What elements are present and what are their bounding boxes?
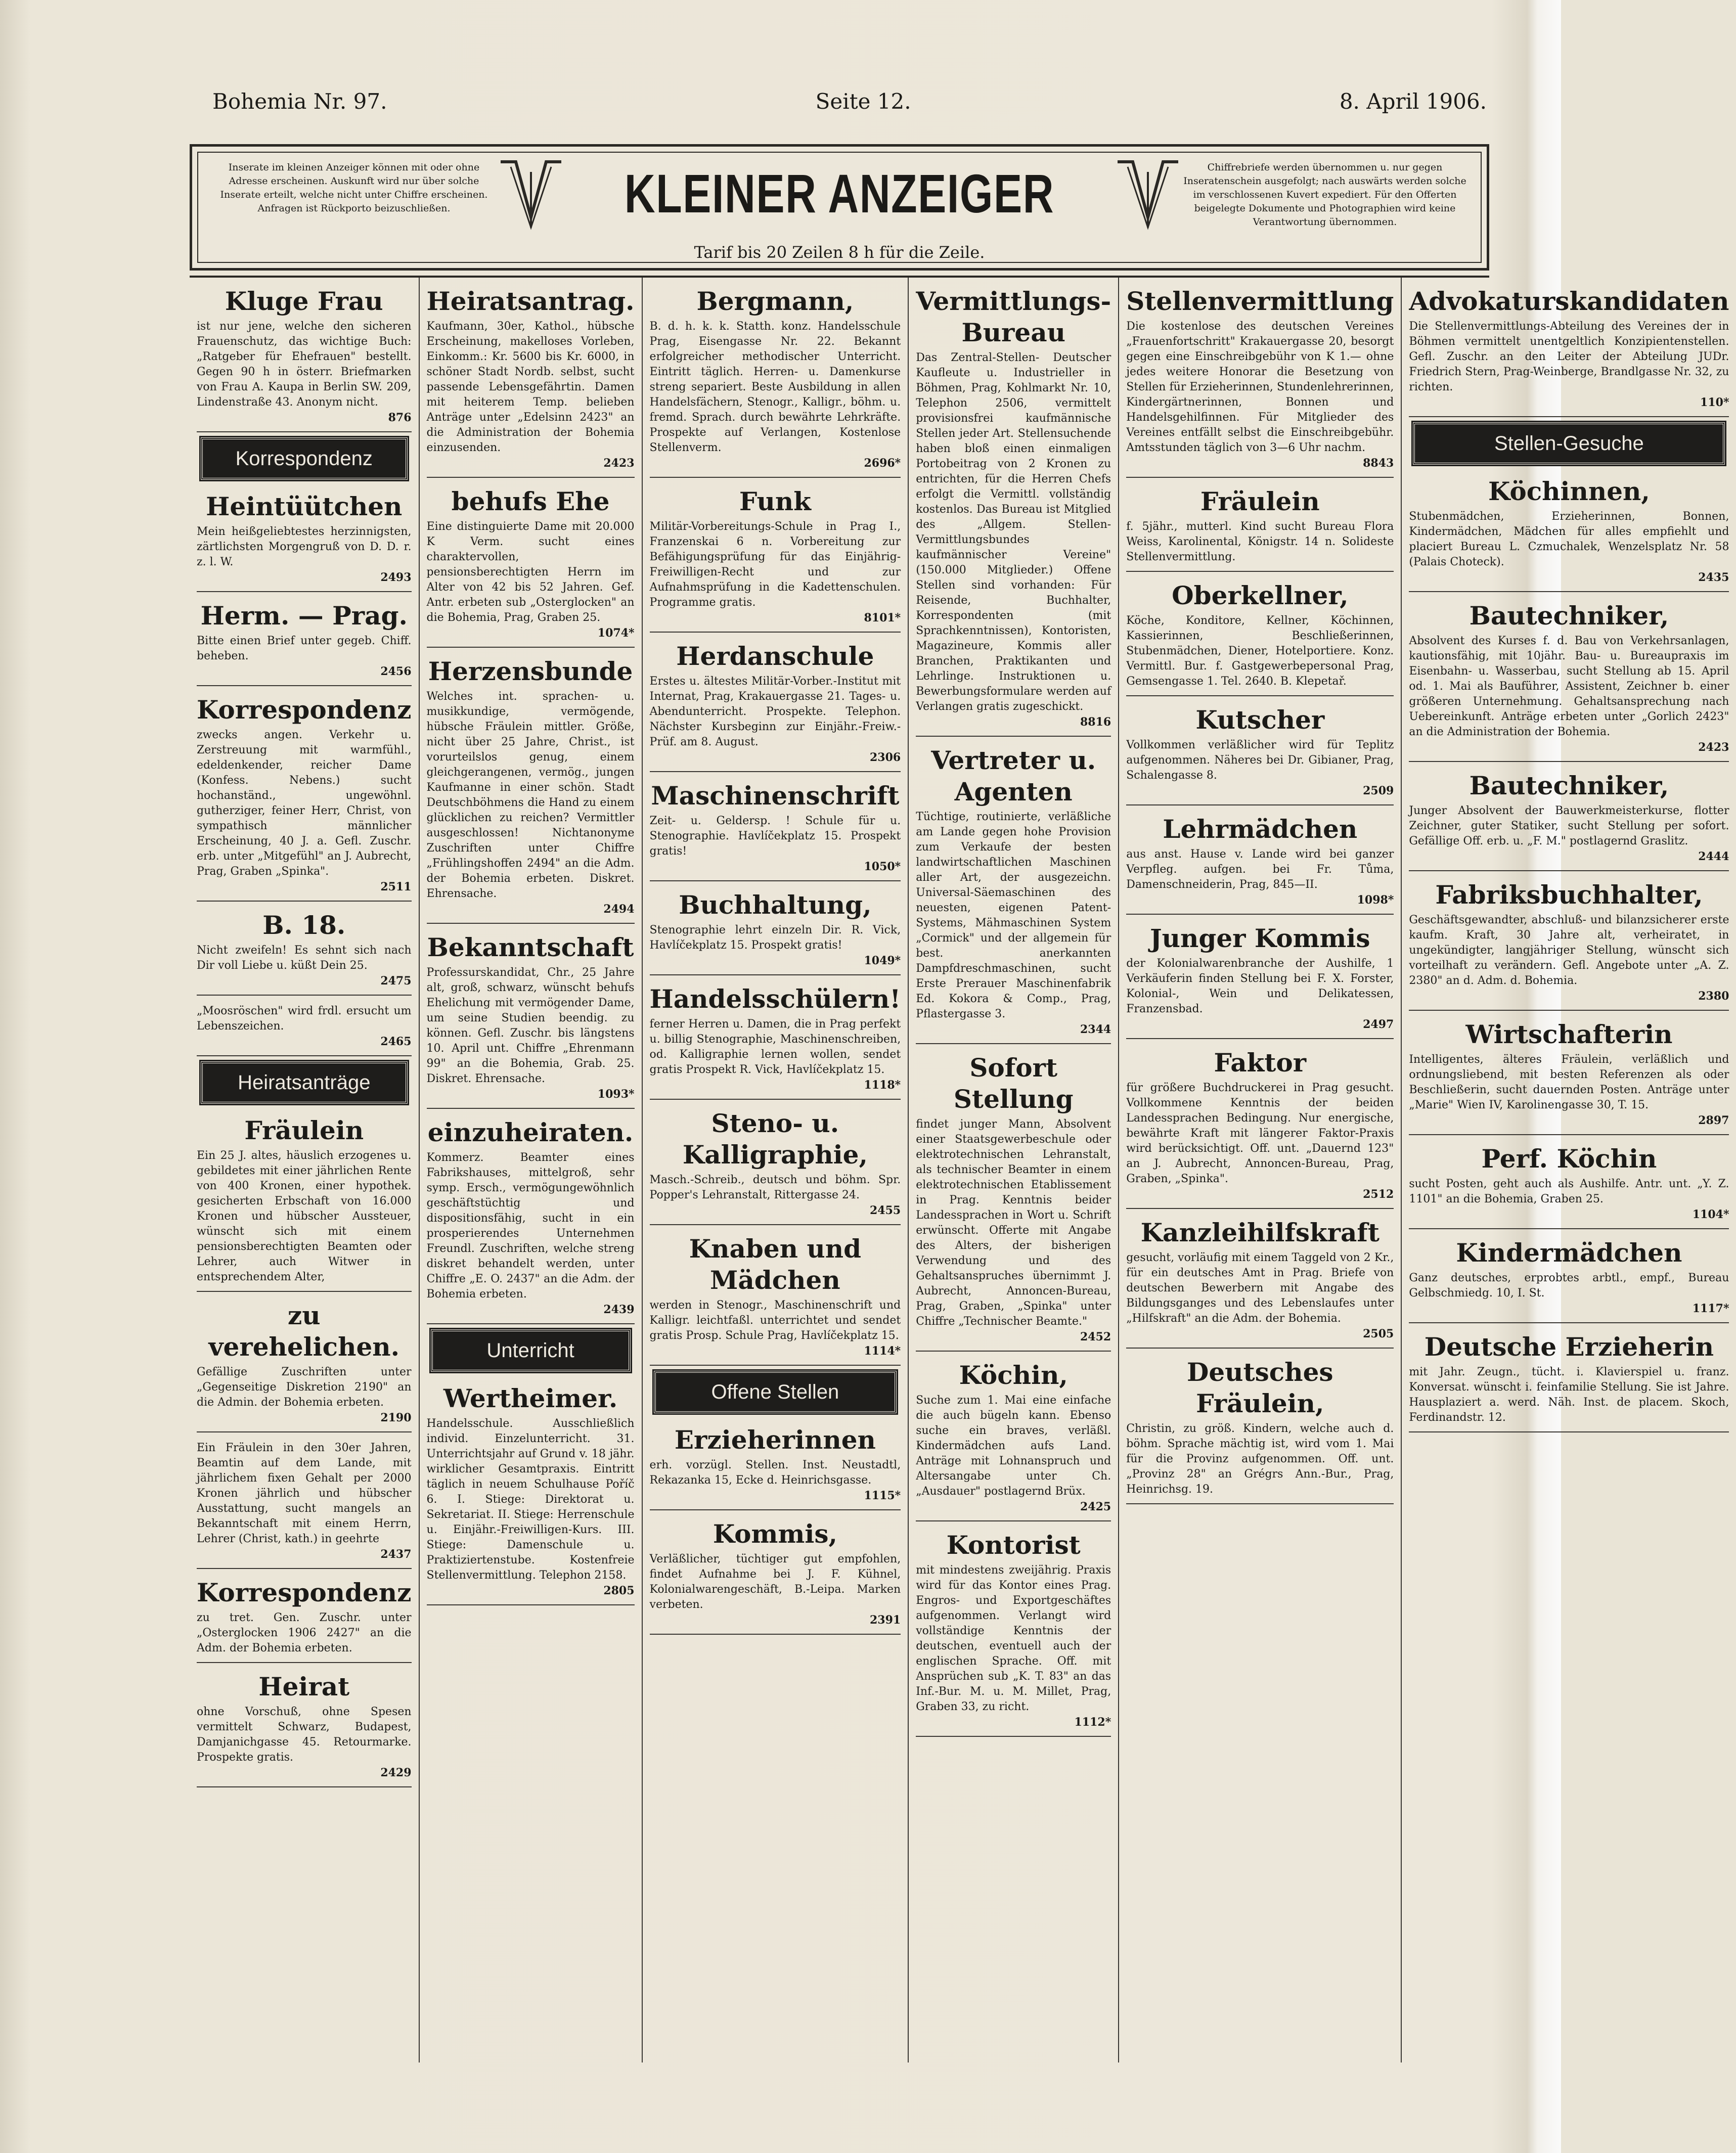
ad-headline: Köchin, [959,1360,1068,1390]
ad-reference-number: 2190 [380,1411,412,1424]
ad-headline: Wertheimer. [443,1383,618,1413]
ad-text: Erstes u. ältestes Militär-Vorber.-Institut mit Internat, Prag, Krakauergasse 21. Tages- u. Abendunterricht. Prospekte. Telephon. Nächster Kursbeginn zur Einjähr.-Freiw.-Prüf. am 8. August. [649,675,901,748]
ad-text: Das Zentral-Stellen- Deutscher Kaufleute u. Industrieller in Böhmen, Prag, Kohlmarkt Nr. 10, Telephon 2506, vermittelt provisionsfrei kaufmännische Stellen jeder Art. Stellensuchende haben bloß einen einmaligen Portobeitrag von 2 Kronen zu entrichten, für die Herren Chefs erfolgt die Vermittl. vollständig kostenlos. Das Bureau ist Mitglied des „Allgem. Stellen-Vermittlungsbundes kaufmännischer Vereine" (150.000 Mitglieder.) Offene Stellen sind vorhanden: Für Reisende, Buchhalter, Korrespondenten (mit Sprachkenntnissen), Kontoristen, Magazineure, Kommis aller Branchen, Praktikanten und Lehrlinge. Instruktionen u. Bewerbungsformulare werden auf Verlangen gratis zugeschickt. [916,351,1111,713]
classified-ad [427,652,635,924]
section-header-korrespondenz: Korrespondenz [201,437,408,480]
ad-reference-number: 1104* [1692,1208,1729,1221]
ad-text: Junger Absolvent der Bauwerkmeisterkurse, flotter Zeichner, guter Statiker, sucht Stellung per sofort. Gefällige Off. erb. u. „F. M." postlagernd Graslitz. [1409,804,1729,847]
column-6 [1402,278,1736,2062]
ad-reference-number: 2425 [1080,1500,1111,1513]
ad-headline: Stellenvermittlung [1126,286,1394,316]
masthead [190,144,1489,271]
ad-headline: Herm. — Prag. [200,601,408,631]
ad-reference-number: 1093* [597,1088,635,1101]
ad-text: Verläßlicher, tüchtiger gut empfohlen, findet Aufnahme bei J. F. Kühnel, Kolonialwarengeschäft, B.-Leipa. Marken verbeten. [649,1553,901,1611]
ad-headline: Herdanschule [676,641,874,671]
page-number: Seite 12. [815,88,911,114]
classified-ad [650,1229,901,1366]
ad-reference-number: 2444 [1698,850,1729,863]
classified-ad [650,1514,901,1635]
classified-ad [650,282,901,478]
classified-ad [650,637,901,772]
ad-reference-number: 2452 [1080,1330,1111,1343]
ad-reference-number: 2505 [1363,1327,1394,1340]
ad-text: Zeit- u. Geldersp. ! Schule für u. Stenographie. Havlíčekplatz 15. Prospekt gratis! [649,815,901,858]
classified-ad [650,776,901,881]
classified-ad [1126,919,1394,1039]
ad-reference-number: 2435 [1698,571,1729,584]
ad-reference-number: 1112* [1074,1716,1111,1729]
ad-headline: Kanzleihilfskraft [1140,1218,1379,1247]
ad-headline: einzuheiraten. [427,1117,634,1147]
ad-reference-number: 1074* [597,626,635,640]
ad-text: Tüchtige, routinierte, verläßliche am Lande gegen hohe Provision zum Verkaufe der besten landwirtschaftlichen Maschinen aller Art, der ausgezeichn. Universal-Säemaschinen des neuesten, eigenen Patent-Systems, Mähmaschinen System „Cormick" und der allgemein für best. anerkannten Dampfdreschmaschinen, sucht Erste Prerauer Maschinenfabrik Ed. Kokora & Comp., Prag, Pflastergasse 3. [916,811,1111,1020]
classified-ad [427,928,635,1109]
issue-date: 8. April 1906. [1339,88,1487,114]
ad-reference-number: 1050* [864,860,901,873]
ad-reference-number: 110* [1700,396,1729,409]
ad-text: mit mindestens zweijährig. Praxis wird für das Kontor eines Prag. Engros- und Exportgeschäftes aufgenommen. Verlangt wird vollständige Kenntnis der deutschen, eventuell auch der englischen Sprache. Off. mit Ansprüchen sub „K. T. 83" an das Inf.-Bur. M. u. M. Millet, Prag, Graben 33, zu richt. [916,1564,1111,1713]
ad-headline: Heiratsantrag. [426,286,635,316]
ad-headline: Bergmann, [696,286,854,316]
ad-headline: Fabriksbuchhalter, [1435,880,1703,910]
ad-reference-number: 1118* [864,1079,901,1092]
ad-headline: Maschinenschrift [651,781,900,811]
classified-ad [916,282,1111,737]
ad-columns [190,276,1729,2062]
ad-text: „Moosröschen" wird frdl. ersucht um Lebenszeichen. [197,1005,412,1033]
classified-ad [197,282,412,432]
ad-text: f. 5jähr., mutterl. Kind sucht Bureau Flora Weiss, Karolinental, Königstr. 14 n. Solideste Stellenvermittlung. [1126,520,1394,563]
classified-ad [197,1111,412,1292]
ad-headline: Sofort Stellung [953,1053,1074,1114]
ad-text: Suche zum 1. Mai eine einfache die auch bügeln kann. Ebenso suche ein braves, verläßl. Kindermädchen aufs Land. Anträge mit Lohnanspruch und Altersangabe unter Ch. „Ausdauer" postlagernd Brüx. [916,1394,1111,1498]
ad-headline: Bautechniker, [1469,601,1669,631]
section-header-stellen-gesuche: Stellen-Gesuche [1413,422,1725,465]
ad-headline: Korrespondenz [197,695,412,725]
ad-reference-number: 2391 [869,1613,901,1627]
ad-reference-number: 8816 [1080,715,1111,729]
ad-headline: Buchhaltung, [679,890,872,920]
ad-text: Vollkommen verläßlicher wird für Teplitz aufgenommen. Näheres bei Dr. Gibianer, Prag, Schalengasse 8. [1126,739,1394,782]
ad-reference-number: 2475 [380,974,412,988]
classified-ad [1409,1327,1729,1432]
classified-ad [197,487,412,592]
classified-ad [197,906,412,996]
classified-ad [427,1379,635,1605]
classified-ad [650,482,901,633]
ad-headline: Kommis, [713,1519,837,1549]
ad-headline: zu verehelichen. [208,1300,400,1362]
ad-text: ist nur jene, welche den sicheren Frauenschutz, das wichtige Buch: „Ratgeber für Ehefrauen" bestellt. Gegen 90 h in österr. Briefmarken von Frau A. Kaupa in Berlin SW. 209, Lindenstraße 43. Anonym nicht. [197,320,412,409]
ad-headline: Heintüütchen [206,491,403,521]
ad-headline: Herzensbunde [428,656,633,686]
ad-text: Stubenmädchen, Erzieherinnen, Bonnen, Kindermädchen, Mädchen für alles empfiehlt und placiert Bureau L. Czmuchalek, Wenzelsplatz Nr. 58 (Palais Choteck). [1409,510,1729,568]
ad-headline: Kutscher [1195,705,1325,735]
classified-ad [197,1296,412,1432]
ad-text: Intelligentes, älteres Fräulein, verläßlich und ordnungsliebend, mit besten Referenzen als oder Beschließerin, sucht dauernden Posten. Anträge unter „Marie" Wien IV, Karolinengasse 30, T. 15. [1409,1053,1729,1111]
section-header-unterricht: Unterricht [431,1329,631,1372]
ad-headline: Korrespondenz [197,1578,412,1607]
ad-headline: B. 18. [262,910,346,940]
classified-ad [916,1526,1111,1737]
ad-text: für größere Buchdruckerei in Prag gesucht. Vollkommene Kenntnis der beiden Landessprachen Bedingung. Nur energische, bewährte Kraft mit längerer Faktor-Praxis wird berücksichtigt. Off. unt. „Dauernd 123" an J. Aubrecht, Annoncen-Bureau, Prag, Graben, „Spinka". [1126,1082,1394,1185]
ad-text: Geschäftsgewandter, abschluß- und bilanzsicherer erste kaufm. Kraft, 30 Jahre alt, verheiratet, in ungekündigter, langjähriger Stellung, wünscht sich vorteilhaft zu verändern. Gefl. Angebote unter „A. Z. 2380" an d. Adm. d. Bohemia. [1409,914,1729,987]
paper-name: Bohemia Nr. 97. [212,88,387,114]
notice-right: Chiffrebriefe werden übernommen u. nur gegen Inseratenschein ausgefolgt; nach auswärts werden solche im verschlossenen Kuvert expediert. Für den Offerten beigelegte Dokumente und Photographien wird keine Verantwortung übernommen. [1183,162,1466,228]
ad-reference-number: 2456 [380,665,412,678]
ad-reference-number: 2344 [1080,1023,1111,1036]
ad-headline: Faktor [1214,1048,1307,1078]
classified-ad [650,979,901,1100]
classified-ad [916,1356,1111,1521]
ad-reference-number: 2897 [1698,1114,1729,1127]
ad-headline: Lehrmädchen [1163,814,1358,844]
ad-text: gesucht, vorläufig mit einem Taggeld von 2 Kr., für ein deutsches Amt in Prag. Briefe von deutschen Bewerbern mit Angabe des Bildungsganges und des Lebenslaufes unter „Hilfskraft" an die Adm. der Bohemia. [1126,1251,1394,1325]
ad-headline: Köchinnen, [1488,476,1650,506]
ad-text: zu tret. Gen. Zuschr. unter „Osterglocken 1906 2427" an die Adm. der Bohemia erbeten. [197,1611,412,1654]
ad-reference-number: 2437 [380,1548,412,1561]
classified-ad [916,741,1111,1044]
ad-text: Militär-Vorbereitungs-Schule in Prag I., Franzenskai 6 n. Vorbereitung zur Befähigungsprüfung für das Einjährig-Freiwilligen-Recht und zur Aufnahmsprüfung in die Kadettenschulen. Programme gratis. [649,520,901,609]
ad-text: Die kostenlose des deutschen Vereines „Frauenfortschritt" Krakauergasse 20, besorgt gegen eine Einschreibgebühr von K 1.— ohne jedes weitere Honorar die Besetzung von Stellen für Erzieherinnen, Stundenlehrerinnen, Kindergärtnerinnen, Bonnen und Handelsgehilfinnen. Für Mitglieder des Vereines entfällt selbst die Einschreibgebühr. Amtsstunden täglich von 3—6 Uhr nachm. [1126,320,1394,454]
ad-reference-number: 2511 [380,880,412,893]
ad-text: Bitte einen Brief unter gegeb. Chiff. beheben. [197,635,412,662]
ad-text: Stenographie lehrt einzeln Dir. R. Vick, Havlíčekplatz 15. Prospekt gratis! [649,924,901,952]
ad-headline: Kontorist [946,1530,1081,1560]
classified-ad [197,596,412,686]
ad-headline: Handelsschülern! [649,984,901,1014]
classified-ad [1409,472,1729,592]
ad-text: aus anst. Hause v. Lande wird bei ganzer Verpfleg. aufgen. bei Fr. Tůma, Damenschneiderin, Prag, 845—II. [1126,848,1394,891]
column-4 [909,278,1119,2062]
ad-reference-number: 2380 [1698,990,1729,1003]
ad-reference-number: 2423 [603,457,635,470]
ad-text: Gefällige Zuschriften unter „Gegenseitige Diskretion 2190" an die Admin. der Bohemia erbeten. [197,1366,412,1409]
ad-headline: Bautechniker, [1469,771,1669,800]
classified-ad [1409,1015,1729,1135]
ad-headline: Kindermädchen [1456,1238,1682,1268]
ad-text: findet junger Mann, Absolvent einer Staatsgewerbeschule oder elektrotechnischen Lehranstalt, als technischer Beamter in einem elektrotechnischen Etablissement in Prag. Kenntnis beider Landessprachen in Wort u. Schrift erwünscht. Offerte mit Angabe des Alters, der bisherigen Verwendung und des Gehaltsanspruches übernimmt J. Aubrecht, Annoncen-Bureau, Prag, Graben, „Spinka" unter Chiffre „Technischer Beamte." [916,1118,1111,1328]
tariff-line: Tarif bis 20 Zeilen 8 h für die Zeile. [694,243,985,262]
section-header-offene-stellen: Offene Stellen [654,1371,897,1413]
ad-headline: Oberkellner, [1172,580,1349,610]
page-header [212,81,1487,121]
masthead-title: KLEINER ANZEIGER [624,163,1055,224]
ad-headline: Heirat [258,1672,350,1701]
ad-reference-number: 2493 [380,571,412,584]
classified-ad [1126,576,1394,696]
ad-reference-number: 2455 [869,1204,901,1217]
ad-text: Ein 25 J. altes, häuslich erzogenes u. gebildetes mit einer jährlichen Rente von 400 Kronen, einer hypothek. gesicherten Erbschaft von 16.000 Kronen und hübscher Aussteuer, wünscht sich mit einem pensionsberechtigten Beamten oder Lehrer, auch Witwer in entsprechendem Alter, [197,1149,412,1283]
ad-text: Kommerz. Beamter eines Fabrikshauses, mittelgroß, sehr symp. Ersch., vermögungewöhnlich geschäftstüchtig und dispositionsfähig, sucht in ein prosperierendes Unternehmen Freundl. Zuschriften, welche streng diskret behandelt werden, unter Chiffre „E. O. 2437" an die Adm. der Bohemia erbeten. [426,1151,635,1300]
ad-reference-number: 2306 [869,751,901,764]
classified-ad [1409,1233,1729,1323]
ad-reference-number: 8843 [1363,457,1394,470]
ad-text: Masch.-Schreib., deutsch und böhm. Spr. Popper's Lehranstalt, Rittergasse 24. [649,1174,901,1201]
ad-headline: Deutsche Erzieherin [1424,1332,1714,1362]
column-1 [190,278,420,2062]
ad-reference-number: 2696* [864,457,901,470]
ad-reference-number: 2429 [380,1766,412,1779]
classified-ad [197,690,412,902]
classified-ad [916,1048,1111,1352]
classified-ad [1126,1213,1394,1349]
classified-ad [1409,596,1729,762]
ad-headline: Bekanntschaft [427,932,634,962]
column-3 [643,278,909,2062]
classified-ad [1126,700,1394,805]
ad-text: mit Jahr. Zeugn., tücht. i. Klavierspiel u. franz. Konversat. wünscht i. feinfamilie Stellung. Sie ist Jahre. Hausplaziert a. werd. Näh. Inst. de placem. Skoch, Ferdinandstr. 12. [1409,1366,1729,1424]
classified-ad [197,1437,412,1569]
ad-headline: Fräulein [1200,486,1320,516]
ad-text: Welches int. sprachen- u. musikkundige, vermögende, hübsche Fräulein mittler. Größe, nicht über 25 Jahre, Christ., ist vorurteilslos genug, einem gleichgerangenen, vermög., jungen Kaufmanne in einer schön. Stadt Deutschböhmens die Hand zu einem glücklichen zu reichen? Vermittler ausgeschlossen! Nichtanonyme Zuschriften unter Chiffre „Frühlingshoffen 2494" an die Adm. der Bohemia erbeten. Diskret. Ehrensache. [426,690,635,900]
classified-ad [1409,282,1729,417]
ad-reference-number: 1049* [864,954,901,967]
ad-text: sucht Posten, geht auch als Aushilfe. Antr. unt. „Y. Z. 1101" an die Bohemia, Graben 25. [1409,1178,1729,1205]
ad-headline: Erzieherinnen [674,1425,876,1455]
masthead-right-ornament-icon [1112,157,1183,233]
classified-ad [427,282,635,478]
ad-text: Köche, Konditore, Kellner, Köchinnen, Kassierinnen, Beschließerinnen, Stubenmädchen, Diener, Hotelportiere. Konz. Vermittl. Bur. f. Gastgewerbepersonal Prag, Gemsengasse 1. Tel. 2640. B. Klepetař. [1126,614,1394,688]
ad-text: Kaufmann, 30er, Kathol., hübsche Erscheinung, makelloses Vorleben, Einkomm.: Kr. 5600 bis Kr. 6000, in schöner Stadt Nordb. selbst, sucht passende Lebensgefährtin. Damen mit heiterem Temp. belieben Anträge unter „Edelsinn 2423" an die Administration der Bohemia einzusenden. [426,320,635,454]
ad-reference-number: 2497 [1363,1018,1394,1031]
classified-ad [1126,482,1394,572]
ad-headline: Advokaturskandidaten [1409,286,1729,316]
ad-text: werden in Stenogr., Maschinenschrift und Kalligr. leichtfaßl. unterrichtet und sendet gratis Prosp. Schule Prag, Havlíčekplatz 15. [649,1299,901,1342]
ad-text: zwecks angen. Verkehr u. Zerstreuung mit warmfühl., edeldenkender, reicher Dame (Konfess. Nebens.) sucht hochanständ., ungewöhnl. gutherziger, feiner Herr, Christ, von sympathisch männlicher Erscheinung, 40 J. a. Gefl. Zuschr. erb. unter „Mitgefühl" an J. Aubrecht, Prag, Graben „Spinka". [197,729,412,878]
ad-headline: Wirtschafterin [1465,1019,1673,1049]
classified-ad [1409,766,1729,871]
classified-ad [650,1420,901,1510]
ad-headline: Knaben und Mädchen [689,1234,862,1295]
classified-ad [1126,1353,1394,1504]
ad-text: der Kolonialwarenbranche der Aushilfe, 1 Verkäuferin finden Stellung bei F. X. Forster, Kolonial-, Wein und Delikatessen, Franzensbad. [1126,957,1394,1015]
classified-ad [650,1104,901,1225]
classified-ad [650,885,901,975]
ad-headline: Steno- u. Kalligraphie, [682,1108,868,1170]
classified-ad [427,1113,635,1324]
ad-text: Ganz deutsches, erprobtes arbtl., empf., Bureau Gelbschmiedg. 10, I. St. [1409,1272,1729,1299]
ad-headline: Junger Kommis [1150,923,1370,953]
ad-text: Absolvent des Kurses f. d. Bau von Verkehrsanlagen, kautionsfähig, mit 10jähr. Bau- u. Bureaupraxis im Eisenbahn- u. Wasserbau, sucht Stellung ab 15. April od. 1. Mai als Bauführer, Assistent, Zeichner b. einer größeren Unternehmung. Gehaltsansprechung nach Uebereinkunft. Anträge erbeten unter „Gorlich 2423" an die Administration der Bohemia. [1409,635,1729,738]
ad-text: erh. vorzügl. Stellen. Inst. Neustadtl, Rekazanka 15, Ecke d. Heinrichsgasse. [649,1459,901,1487]
column-5 [1119,278,1402,2062]
classified-ad [1409,1139,1729,1229]
ad-text: Professurskandidat, Chr., 25 Jahre alt, groß, schwarz, wünscht behufs Ehelichung mit vermögender Dame, um seine Studien beendig. zu können. Gefl. Zuschr. bis längstens 10. April unt. Chiffre „Ehrenmann 99" an die Bohemia, Grab. 25. Diskret. Ehrensache. [426,966,635,1085]
column-2 [420,278,643,2062]
ad-reference-number: 1117* [1692,1302,1729,1315]
ad-text: Mein heißgeliebtestes herzinnigsten, zärtlichsten Morgengruß von D. D. r. z. l. W. [197,525,412,568]
ad-headline: Fräulein [244,1115,364,1145]
ad-headline: Perf. Köchin [1481,1144,1657,1174]
ad-reference-number: 1115* [864,1489,901,1502]
ad-headline: Vermittlungs-Bureau [916,286,1111,347]
ad-text: Handelsschule. Ausschließlich individ. Einzelunterricht. 31. Unterrichtsjahr auf Grund v. 18 jähr. wirklicher Gesamtpraxis. Eintritt täglich in neuem Schulhause Poříč 6. I. Stiege: Direktorat u. Sekretariat. II. Stiege: Herrenschule u. Einjähr.-Freiwilligen-Kurs. III. Stiege: Damenschule u. Praktiziertenstube. Kostenfreie Stellenvermittlung. Telephon 2158. [426,1417,635,1582]
ad-reference-number: 2509 [1363,784,1394,797]
ad-text: ferner Herren u. Damen, die in Prag perfekt u. billig Stenographie, Maschinenschreiben, od. Kalligraphie lernen wollen, sendet gratis Prospekt R. Vick, Havlíčekplatz 15. [649,1018,901,1076]
ad-headline: Deutsches Fräulein, [1187,1357,1333,1418]
classified-ad [1126,282,1394,478]
ad-headline: Vertreter u. Agenten [931,745,1096,806]
ad-text: Christin, zu größ. Kindern, welche auch d. böhm. Sprache mächtig ist, wird vom 1. Mai für die Provinz aufgenommen. Off. unt. „Provinz 28" an Grégrs Ann.-Bur., Prag, Heinrichsg. 19. [1126,1422,1394,1496]
classified-ad [197,1000,412,1056]
ad-reference-number: 2805 [603,1584,635,1597]
ad-reference-number: 2494 [603,903,635,916]
ad-headline: behufs Ehe [451,486,610,516]
ad-reference-number: 2512 [1363,1188,1394,1201]
ad-reference-number: 1098* [1357,893,1394,907]
ad-text: Die Stellenvermittlungs-Abteilung des Vereines der in Böhmen vermittelt unentgeltlich Konzipientenstellen. Gefl. Zuschr. an den Leiter der Abteilung JUDr. Friedrich Stern, Prag-Weinberge, Brandlgasse Nr. 32, zu richten. [1409,320,1729,393]
ad-reference-number: 2423 [1698,741,1729,754]
ad-text: Eine distinguierte Dame mit 20.000 K Verm. sucht eines charaktervollen, pensionsberechtigten Herrn im Alter von 42 bis 52 Jahren. Gef. Antr. erbeten sub „Osterglocken" an die Bohemia, Prag, Graben 25. [426,520,635,624]
classified-ad [1126,1043,1394,1209]
ad-headline: Funk [739,486,811,516]
classified-ad [197,1573,412,1663]
section-header-heiratsantraege: Heiratsanträge [201,1061,408,1104]
notice-left: Inserate im kleinen Anzeiger können mit oder ohne Adresse erscheinen. Auskunft wird nur über solche Inserate erteilt, welche nicht unter Chiffre erscheinen. Anfragen ist Rückporto beizuschließen. [220,162,488,214]
ad-reference-number: 876 [388,411,412,424]
ad-headline: Kluge Frau [225,286,383,316]
ad-reference-number: 2465 [380,1035,412,1048]
classified-ad [197,1667,412,1787]
ad-text: B. d. h. k. k. Statth. konz. Handelsschule Prag, Eisengasse Nr. 22. Bekannt erfolgreicher methodischer Unterricht. Eintritt täglich. Herren- u. Damenkurse streng separiert. Beste Ausbildung in allen Handelsfächern, Stenogr., Kalligr., böhm. u. fremd. Sprach. durch bewährte Lehrkräfte. Prospekte auf Verlangen, Kostenlose Stellenverm. [649,320,901,454]
ad-text: Ein Fräulein in den 30er Jahren, Beamtin auf dem Lande, mit jährlichem fixen Gehalt per 2000 Kronen jährlich und hübscher Ausstattung, sucht mangels an Bekanntschaft mit einem Herrn, Lehrer (Christ, kath.) in geehrte [197,1442,412,1545]
ad-text: ohne Vorschuß, ohne Spesen vermittelt Schwarz, Budapest, Damjanichgasse 45. Retourmarke. Prospekte gratis. [197,1706,412,1764]
classified-ad [427,482,635,648]
classified-ad [1126,810,1394,915]
ad-text: Nicht zweifeln! Es sehnt sich nach Dir voll Liebe u. küßt Dein 25. [197,944,412,972]
classified-ad [1409,875,1729,1011]
ad-reference-number: 8101* [864,611,901,624]
ad-reference-number: 1114* [864,1344,901,1358]
ad-reference-number: 2439 [603,1303,635,1316]
